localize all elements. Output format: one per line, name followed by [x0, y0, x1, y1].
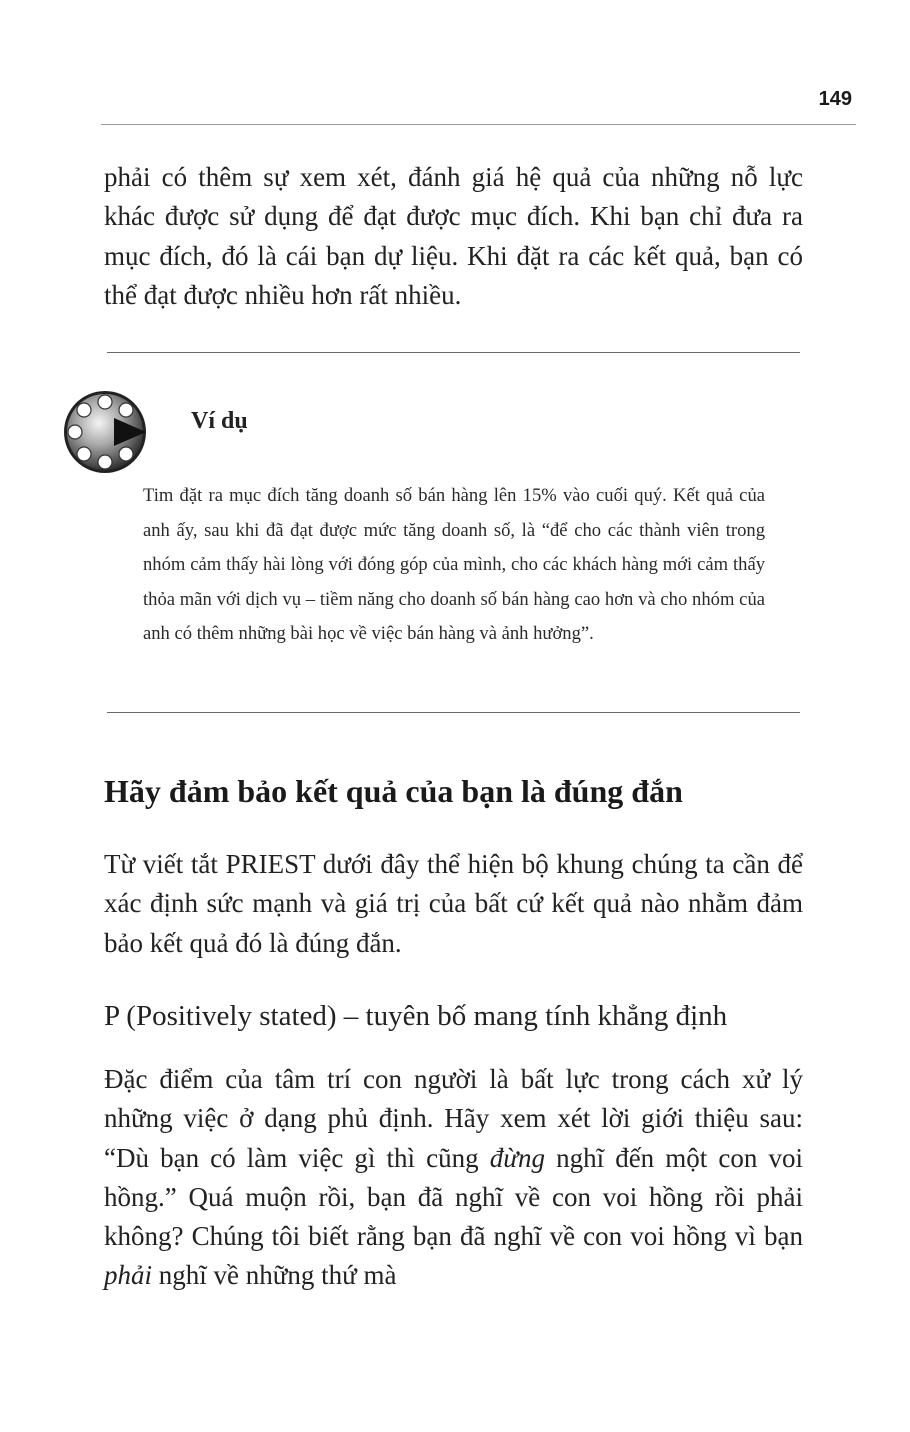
intro-paragraph: phải có thêm sự xem xét, đánh giá hệ quả của những nỗ lực khác được sử dụng để đạt được mục đích. Khi bạn chỉ đưa ra mục đích, đó là cái bạn dự liệu. Khi đặt ra các kết quả, bạn có thể đạt được nhiều hơn rất nhiều. [104, 162, 803, 310]
final-paragraph-part2: nghĩ đến một con voi hồng.” Quá muộn rồi, bạn đã nghĩ về con voi hồng rồi phải không? Chúng tôi biết rằng bạn đã nghĩ về con voi hồng vì bạn [104, 1142, 803, 1252]
final-paragraph-emphasis-1: đừng [489, 1142, 545, 1173]
example-heading: Ví dụ [191, 408, 248, 434]
final-paragraph [104, 1060, 803, 1296]
priest-p-subheading: P (Positively stated) – tuyên bố mang tính khẳng định [104, 1000, 728, 1032]
example-box-bottom-divider [107, 712, 800, 713]
final-paragraph-part3: nghĩ về những thứ mà [152, 1260, 397, 1291]
header-divider [101, 124, 856, 125]
section-paragraph: Từ viết tắt PRIEST dưới đây thể hiện bộ khung chúng ta cần để xác định sức mạnh và giá trị của bất cứ kết quả nào nhằm đảm bảo kết quả đó là đúng đắn. [104, 849, 803, 958]
section-heading: Hãy đảm bảo kết quả của bạn là đúng đắn [104, 773, 683, 809]
film-reel-play-icon [62, 388, 150, 476]
final-paragraph-emphasis-2: phải [104, 1260, 153, 1291]
example-box-top-divider [107, 352, 800, 353]
example-text: Tim đặt ra mục đích tăng doanh số bán hàng lên 15% vào cuối quý. Kết quả của anh ấy, sau khi đã đạt được mức tăng doanh số, là “để cho các thành viên trong nhóm cảm thấy hài lòng với đóng góp của mình, cho các khách hàng mới cảm thấy thỏa mãn với dịch vụ – tiềm năng cho doanh số bán hàng cao hơn và cho nhóm của anh có thêm những bài học về việc bán hàng và ảnh hưởng”. [143, 485, 765, 645]
page-number: 149 [818, 88, 852, 110]
final-paragraph-part1: Đặc điểm của tâm trí con người là bất lực trong cách xử lý những việc ở dạng phủ định. Hãy xem xét lời giới thiệu sau: “Dù bạn có làm việc gì thì cũng [104, 1064, 803, 1173]
